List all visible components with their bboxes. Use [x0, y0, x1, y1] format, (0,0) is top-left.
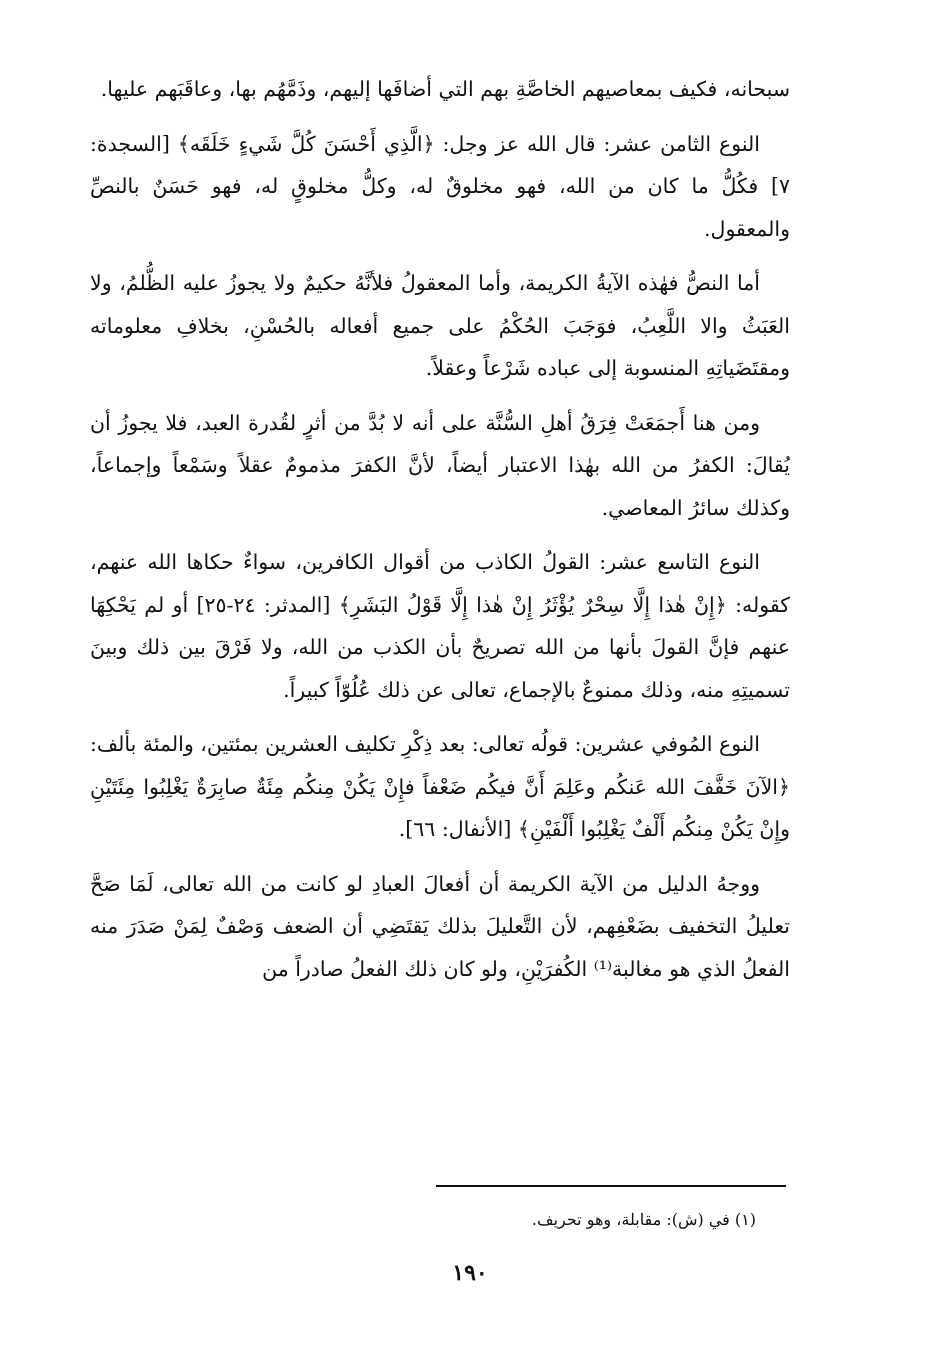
paragraph-ahl-sunnah: ومن هنا أَجمَعَتْ فِرَقُ أهلِ السُّنَّة على أنه لا بُدَّ من أثرٍ لقُدرة العبد، فلا يجوزُ أن يُقالَ: الكفرُ من الله بهٰذا الاعتبار أيضاً، لأنَّ الكفرَ مذمومٌ عقلاً وسَمْعاً وإجماعاً، وكذلك سائرُ المعاصي.: [90, 410, 790, 520]
paragraph-text-and-reason: أما النصُّ فهٰذه الآيةُ الكريمة، وأما المعقولُ فلأنَّهُ حكيمٌ ولا يجوزُ عليه الظُّلمُ، ولا العَبَثُ والا اللَّعِبُ، فوَجَبَ الحُكْمُ على جميع أفعاله بالحُسْنِ، بخلافِ معلوماته ومقتَضَياتِهِ المنسوبة إلى عباده شَرْعاً وعقلاً.: [90, 271, 790, 380]
paragraph-type-19: النوع التاسع عشر: القولُ الكاذب من أقوال الكافرين، سواءٌ حكاها الله عنهم، كقوله: ﴿إِنْ هٰذا إِلَّا سِحْرٌ يُؤْثَرُ إِنْ هٰذا إِلَّا قَوْلُ البَشَرِ﴾ [المدثر: ٢٤-٢٥] أو لم يَحْكِهَا عنهم فإنَّ القولَ بأنها من الله تصريحٌ بأن الكذب من الله، ولا فَرْقَ بين ذلك وبينَ تسميتِهِ منه، وذلك ممنوعٌ بالإجماع، تعالى عن ذلك عُلُوّاً كبيراً.: [90, 550, 790, 702]
footnote: (١) في (ش): مقابلة، وهو تحريف.: [531, 1210, 756, 1229]
paragraph-type-20: النوع المُوفي عشرين: قولُه تعالى: بعد ذِكْرِ تكليف العشرين بمئتين، والمئة بألف: ﴿الآنَ خَفَّفَ الله عَنكُم وعَلِمَ أَنَّ فيكُم ضَعْفاً فإِنْ يَكُنْ مِنكُم مِئَةٌ صابِرَةٌ يَغْلِبُوا مِئَتَيْنِ وإِنْ يَكُنْ مِنكُم أَلْفٌ يَغْلِبُوا أَلْفَيْنِ﴾ [الأنفال: ٦٦].: [90, 732, 790, 841]
page-number: ١٩٠: [452, 1260, 488, 1286]
paragraph-type-18: النوع الثامن عشر: قال الله عز وجل: ﴿الَّذِي أَحْسَنَ كُلَّ شَيءٍ خَلَقَه﴾ [السجدة: ٧] فكُلُّ ما كان من الله، فهو مخلوقٌ له، وكلُّ مخلوقٍ له، فهو حَسَنٌ بالنصِّ والمعقول.: [90, 131, 790, 241]
footnote-divider: [436, 1185, 786, 1187]
paragraph-continuation: سبحانه، فكيف بمعاصيهم الخاصَّةِ بهم التي أضافَها إليهم، وذَمَّهُم بها، وعاقَبَهم عليها.: [100, 77, 790, 101]
paragraph-evidence: ووجهُ الدليل من الآية الكريمة أن أفعالَ العبادِ لو كانت من الله تعالى، لَمَا صَحَّ تعليلُ التخفيف بضَعْفِهم، لأن التَّعليلَ بذلك يَقتَضِي أن الضعف وَصْفٌ لِمَنْ صَدَرَ منه الفعلُ الذي هو مغالبة⁽¹⁾ الكُفرَيْنِ، ولو كان ذلك الفعلُ صادراً من: [90, 871, 790, 981]
body-text: [90, 68, 790, 1002]
